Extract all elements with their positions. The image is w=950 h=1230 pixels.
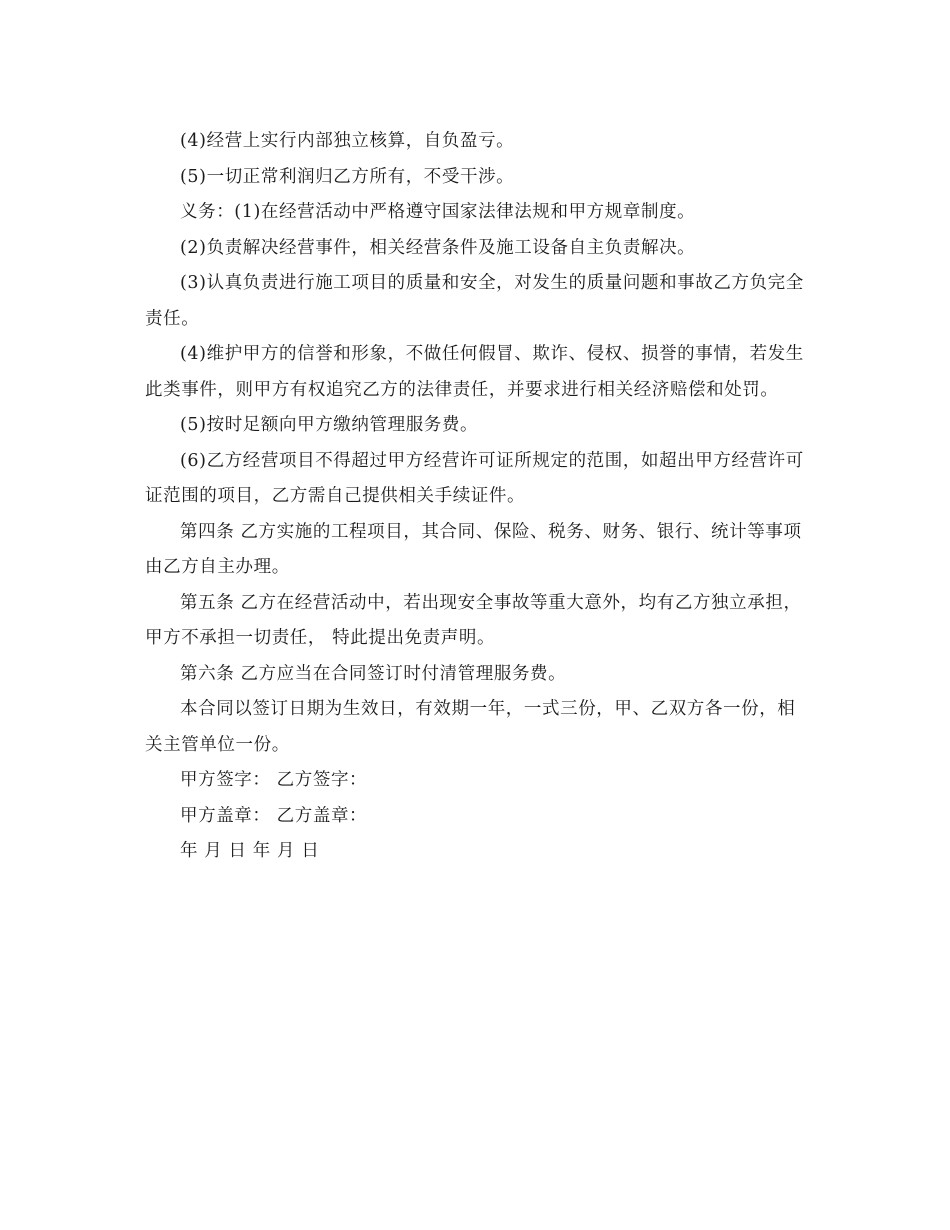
paragraph-obligation-license-scope: (6)乙方经营项目不得超过甲方经营许可证所规定的范围，如超出甲方经营许可证范围的项目，乙方需自己提供相关手续证件。 xyxy=(145,450,804,506)
date-line: 年 月 日 年 月 日 xyxy=(180,841,320,861)
paragraph-article-four: 第四条 乙方实施的工程项目，其合同、保险、税务、财务、银行、统计等事项由乙方自主办理。 xyxy=(145,521,802,577)
paragraph-obligation-law: 义务：(1)在经营活动中严格遵守国家法律法规和甲方规章制度。 xyxy=(180,202,696,222)
paragraph-operation-accounting: (4)经营上实行内部独立核算，自负盈亏。 xyxy=(180,131,515,151)
paragraph-profit-ownership: (5)一切正常利润归乙方所有，不受干涉。 xyxy=(180,166,515,187)
paragraph-article-six: 第六条 乙方应当在合同签订时付清管理服务费。 xyxy=(180,663,567,684)
seal-line: 甲方盖章： 乙方盖章： xyxy=(180,805,368,826)
document-body xyxy=(145,124,810,870)
paragraph-obligation-fees: (5)按时足额向甲方缴纳管理服务费。 xyxy=(180,415,479,435)
paragraph-obligation-reputation: (4)维护甲方的信誉和形象，不做任何假冒、欺诈、侵权、损誉的事情，若发生此类事件，则甲方有权追究乙方的法律责任，并要求进行相关经济赔偿和处罚。 xyxy=(145,344,804,400)
paragraph-obligation-safety: (3)认真负责进行施工项目的质量和安全，对发生的质量问题和事故乙方负完全责任。 xyxy=(145,273,804,329)
paragraph-obligation-equipment: (2)负责解决经营事件，相关经营条件及施工设备自主负责解决。 xyxy=(180,237,696,258)
paragraph-validity: 本合同以签订日期为生效日，有效期一年，一式三份，甲、乙双方各一份，相关主管单位一份。 xyxy=(145,699,796,755)
paragraph-article-five: 第五条 乙方在经营活动中，若出现安全事故等重大意外，均有乙方独立承担，甲方不承担一切责任， 特此提出免责声明。 xyxy=(145,592,802,648)
signature-line: 甲方签字： 乙方签字： xyxy=(180,770,368,790)
